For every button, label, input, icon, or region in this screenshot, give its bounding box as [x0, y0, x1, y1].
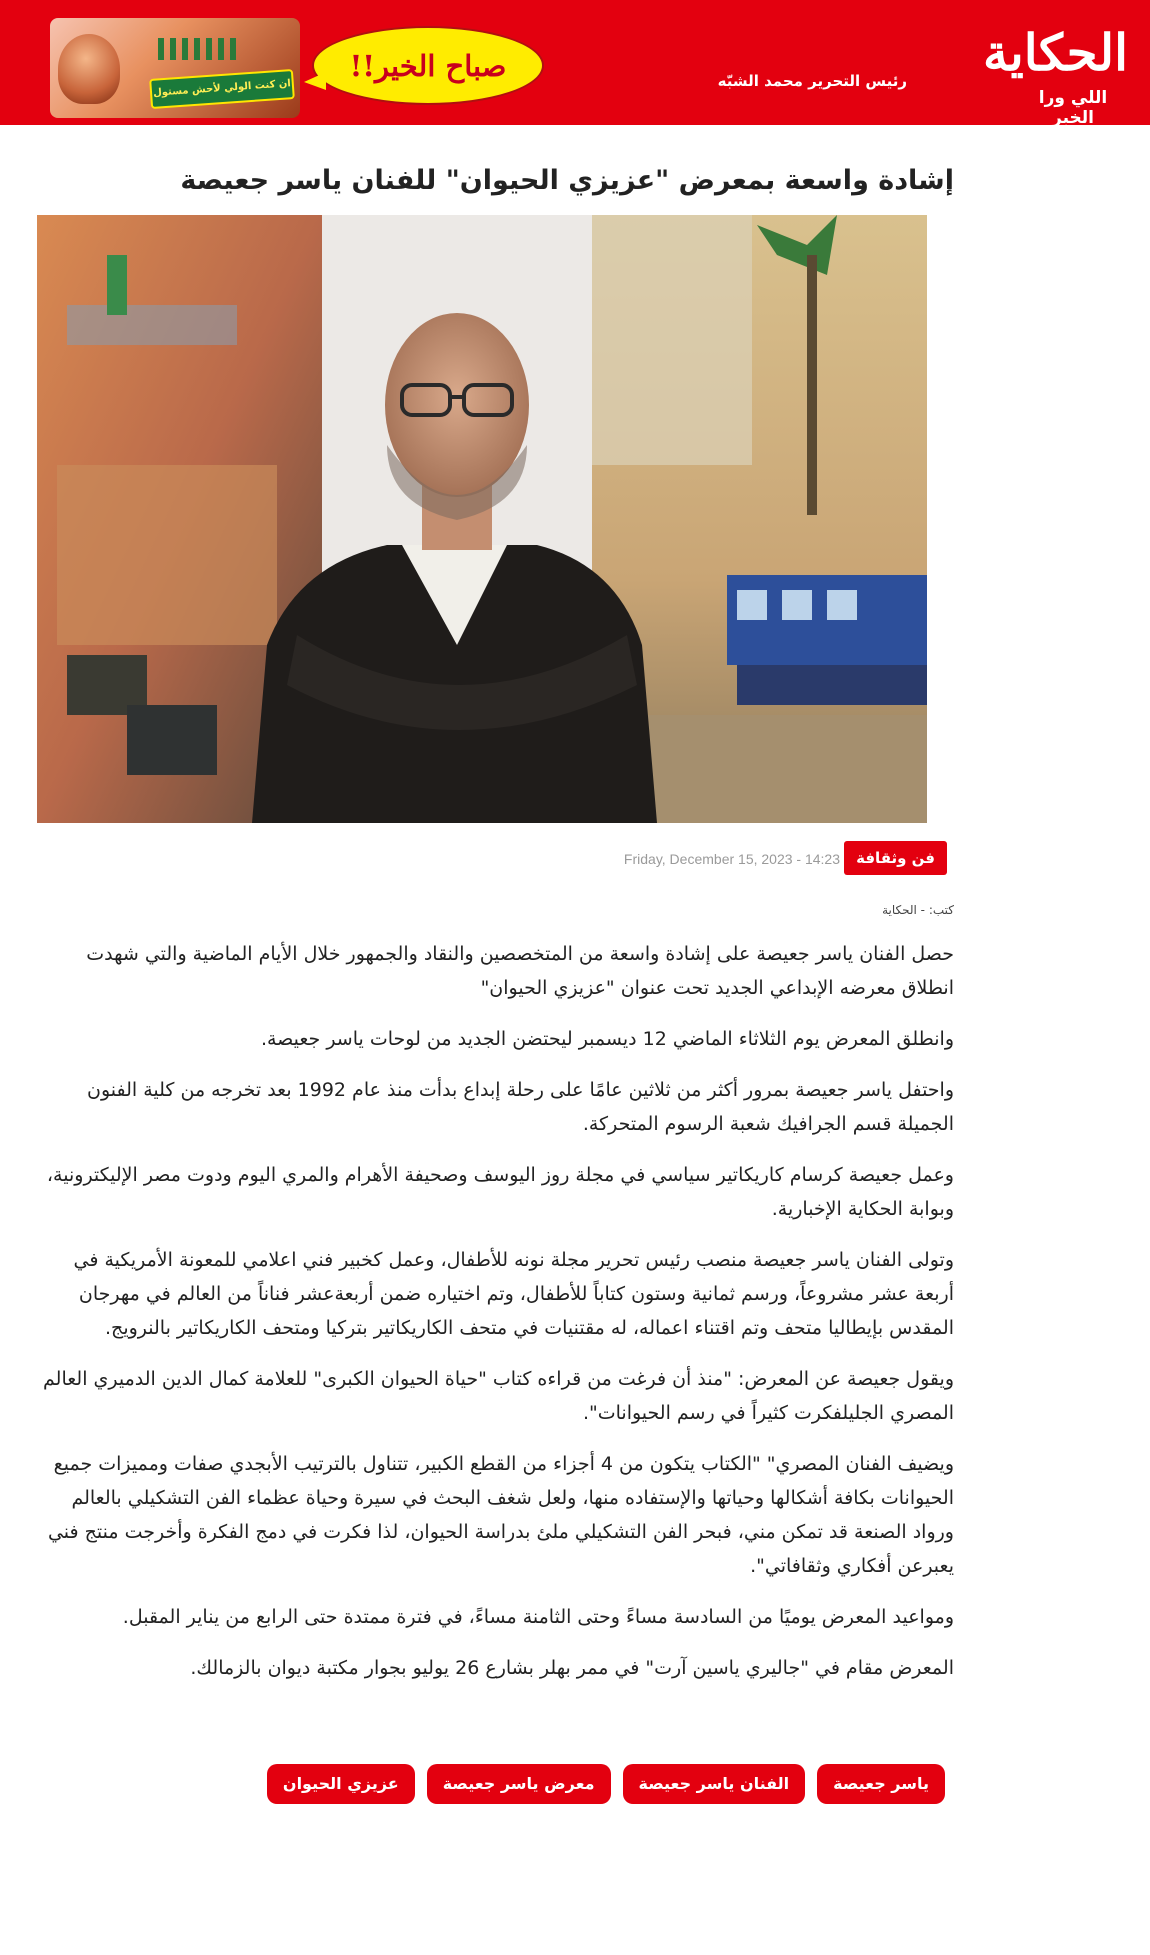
paragraph: ويقول جعيصة عن المعرض: "منذ أن فرغت من قراءه كتاب "حياة الحيوان الكبرى" للعلامة كمال الدين الدميري العالم المصري الجليلفكرت كثيراً في رسم الحيوانات".	[43, 1368, 954, 1424]
paragraph: وانطلق المعرض يوم الثلاثاء الماضي 12 ديسمبر ليحتضن الجديد من لوحات ياسر جعيصة.	[260, 1028, 954, 1050]
paragraph: ومواعيد المعرض يوميًا من السادسة مساءً وحتى الثامنة مساءً، في فترة ممتدة حتى الرابع من يناير المقبل.	[122, 1606, 954, 1628]
article-title: إشادة واسعة بمعرض "عزيزي الحيوان" للفنان ياسر جعيصة	[180, 165, 954, 196]
logo-slogan: اللي ورا الخبر	[1038, 88, 1108, 128]
promo-speech-bubble	[312, 26, 544, 105]
tag-list	[267, 1764, 945, 1804]
paragraph: وتولى الفنان ياسر جعيصة منصب رئيس تحرير مجلة نونه للأطفال، وعمل كخبير فني اعلامي للمعونة الأمريكية في أربعة عشر مشروعاً، ورسم ثمانية وستون كتاباً للأطفال، وتم اختياره ضمن أربعةعشر فناناً من العالم في مهرجان المقدس بإيطاليا متحف وتم اقتناء اعماله، له مقتنيات في متحف الكاريكاتير بتركيا ومتحف الكاريكاتير بالنرويج.	[73, 1249, 954, 1339]
promo-illustration	[50, 18, 300, 118]
promo-character-image	[58, 34, 120, 104]
tag-link[interactable]: الفنان ياسر جعيصة	[623, 1764, 806, 1804]
byline: كتب: - الحكاية	[882, 903, 954, 917]
promo-bubble-text: صباح الخير!!	[349, 48, 507, 83]
article-hero-image	[37, 215, 927, 823]
paragraph: واحتفل ياسر جعيصة بمرور أكثر من ثلاثين عامًا على رحلة إبداع بدأت منذ عام 1992 بعد تخرجه من كلية الفنون الجميلة قسم الجرافيك شعبة الرسوم المتحركة.	[86, 1079, 954, 1135]
promo-banner[interactable]	[50, 8, 507, 120]
logo-wordmark: الحكاية	[983, 23, 1128, 82]
site-logo[interactable]	[983, 18, 1128, 128]
hero-photo	[37, 215, 927, 823]
site-header	[0, 0, 1150, 128]
paragraph: حصل الفنان ياسر جعيصة على إشادة واسعة من المتخصصين والنقاد والجمهور خلال الأيام الماضية والتي شهدت انطلاق معرضه الإبداعي الجديد تحت عنوان "عزيزي الحيوان"	[86, 943, 954, 999]
category-badge[interactable]: فن وثقافة	[844, 841, 947, 875]
speech-bubble-tail	[304, 72, 326, 90]
tag-link[interactable]: ياسر جعيصة	[817, 1764, 945, 1804]
tag-link[interactable]: معرض ياسر جعيصة	[427, 1764, 611, 1804]
editor-in-chief-label: رئيس التحرير محمد الشبّه	[717, 72, 907, 90]
article-body	[32, 937, 954, 1702]
publish-date: Friday, December 15, 2023 - 14:23	[623, 851, 840, 867]
promo-bottles-image	[158, 38, 238, 60]
paragraph: ويضيف الفنان المصري" "الكتاب يتكون من 4 أجزاء من القطع الكبير، تتناول بالترتيب الأبجدي صفات ومميزات جميع الحيوانات بكافة أشكالها وحياتها والإستفاده منها، ولعل شغف البحث في سيرة وحياة عظماء الفن التشكيلي بالعالم ورواد الصنعة قد تمكن مني، فبحر الفن التشكيلي ملئ بدراسة الحيوان، لذا فكرت في دمج الفكرة وأخرجت منتج فني يعبرعن أفكاري وثقافاتي".	[47, 1453, 954, 1577]
article-meta	[37, 841, 947, 877]
promo-sign: ان كنت الولي لأحش مستول	[149, 69, 295, 109]
paragraph: المعرض مقام في "جاليري ياسين آرت" في ممر بهلر بشارع 26 يوليو بجوار مكتبة ديوان بالزمالك.	[190, 1657, 954, 1679]
paragraph: وعمل جعيصة كرسام كاريكاتير سياسي في مجلة روز اليوسف وصحيفة الأهرام والمري اليوم ودوت مصر الإليكترونية، وبوابة الحكاية الإخبارية.	[46, 1164, 954, 1220]
tag-link[interactable]: عزيزي الحيوان	[267, 1764, 415, 1804]
